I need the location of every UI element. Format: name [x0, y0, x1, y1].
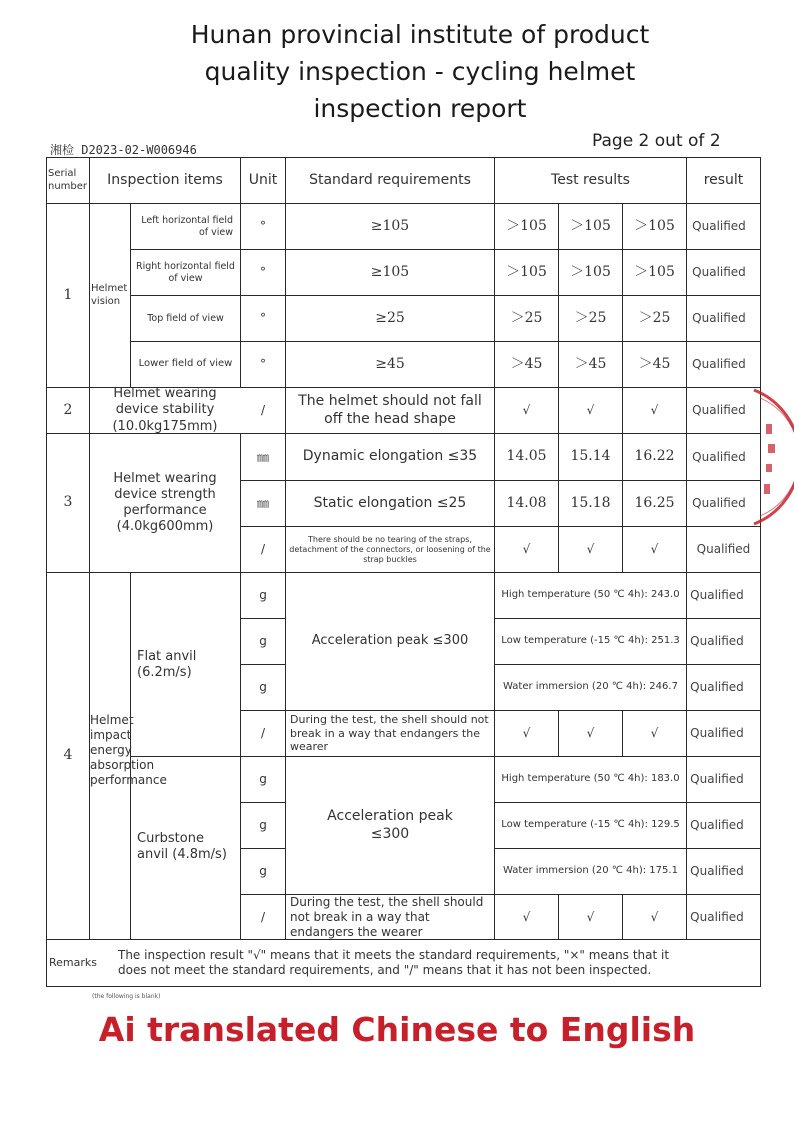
s4-flat-row1-unit: g [259, 588, 267, 602]
s1-row2-item: Right horizontal field of view [136, 260, 235, 284]
header-unit: Unit [248, 171, 278, 188]
page-number: Page 2 out of 2 [592, 131, 721, 151]
s1-row3-item: Top field of view [147, 312, 224, 324]
s3-row3-verdict: Qualified [696, 542, 751, 556]
s1-row2-result-3: ＞105 [634, 263, 675, 280]
s1-row1-result-1: ＞105 [506, 217, 547, 234]
serial-1: 1 [63, 286, 73, 303]
remarks-text: The inspection result "√" means that it meets the standard requirements, "×" means that it does not meet the standard requirements, and "/" means that it has not been inspected. [118, 948, 670, 977]
s1-row3-standard: ≥25 [375, 309, 405, 326]
s4-curb-shell-verdict: Qualified [690, 909, 744, 924]
s3-row2-result-3: 16.25 [634, 494, 675, 511]
s4-flat-row4-unit: / [260, 726, 266, 740]
s3-row1-result-1: 14.05 [506, 448, 547, 465]
s4-curb-shell-result-2: √ [586, 909, 595, 924]
s3-row2-unit: ㎜ [256, 496, 269, 510]
s1-row4-result-1: ＞45 [510, 355, 543, 372]
s3-row3-result-1: √ [522, 542, 531, 556]
s4-flat-result-water: Water immersion (20 ℃ 4h): 246.7 [503, 681, 678, 693]
s2-result-3: √ [650, 403, 659, 417]
s3-row3-result-3: √ [650, 542, 659, 556]
serial-4: 4 [63, 747, 73, 764]
s2-standard: The helmet should not fall off the head shape [298, 393, 482, 427]
s4-curb-row2-verdict: Qualified [690, 818, 744, 832]
s4-curb-label: Curbstone anvil (4.8m/s) [137, 830, 227, 862]
s1-row1-item: Left horizontal field of view [141, 214, 233, 238]
s4-curb-standard: Acceleration peak ≤300 [327, 808, 453, 842]
report-code: 湘检 D2023-02-W006946 [50, 143, 197, 157]
s4-curb-row1-unit: g [259, 772, 267, 786]
s4-flat-row2-unit: g [259, 634, 267, 648]
s4-curb-shell-standard: During the test, the shell should not break in a way that endangers the wearer [290, 894, 484, 939]
s1-row3-verdict: Qualified [692, 311, 746, 325]
s2-result-2: √ [586, 403, 595, 417]
s1-row2-standard: ≥105 [370, 263, 410, 280]
s4-flat-standard: Acceleration peak ≤300 [311, 633, 469, 649]
s1-row2-unit: ° [260, 265, 266, 279]
s3-row1-result-2: 15.14 [570, 448, 611, 465]
s1-row4-result-2: ＞45 [574, 355, 607, 372]
s3-row2-result-2: 15.18 [570, 494, 611, 511]
s3-row1-unit: ㎜ [256, 449, 269, 464]
s3-row2-standard: Static elongation ≤25 [313, 494, 467, 511]
s3-item: Helmet wearing device strength performance (4.0kg600mm) [113, 470, 217, 535]
s3-row1-verdict: Qualified [692, 449, 746, 464]
s1-row3-unit: ° [260, 311, 266, 325]
serial-2: 2 [63, 401, 73, 418]
header-standard: Standard requirements [309, 171, 471, 188]
s2-item: Helmet wearing device stability (10.0kg175mm) [112, 386, 218, 434]
s4-flat-result-high: High temperature (50 ℃ 4h): 243.0 [501, 589, 680, 601]
s4-curb-row2-unit: g [259, 818, 267, 832]
s1-row3-result-3: ＞25 [638, 309, 671, 326]
s4-flat-shell-standard: During the test, the shell should not break in a way that endangers the wearer [290, 712, 489, 754]
serial-3: 3 [63, 494, 73, 511]
s4-flat-label: Flat anvil (6.2m/s) [137, 648, 197, 680]
s1-row1-result-2: ＞105 [570, 217, 611, 234]
s3-row3-result-2: √ [586, 542, 595, 556]
s4-flat-shell-verdict: Qualified [690, 726, 744, 740]
s2-result-1: √ [522, 403, 531, 417]
header-inspection-items: Inspection items [107, 171, 223, 188]
s4-curb-shell-result-3: √ [650, 909, 659, 924]
header-serial: Serial number [48, 168, 88, 192]
s4-curb-row4-unit: / [260, 909, 266, 924]
title-line-3: inspection report [313, 94, 527, 123]
s4-curb-row3-unit: g [259, 864, 267, 878]
s1-row1-result-3: ＞105 [634, 217, 675, 234]
s4-flat-shell-result-2: √ [586, 726, 595, 740]
s4-flat-shell-result-1: √ [522, 726, 531, 740]
s4-curb-result-high: High temperature (50 ℃ 4h): 183.0 [501, 773, 680, 785]
s1-row4-item: Lower field of view [138, 358, 233, 370]
s1-row4-standard: ≥45 [375, 355, 405, 372]
s1-row2-verdict: Qualified [692, 265, 746, 279]
s1-row4-verdict: Qualified [692, 357, 746, 371]
s1-row2-result-1: ＞105 [506, 263, 547, 280]
title-line-1: Hunan provincial institute of product [190, 20, 650, 49]
s1-row1-unit: ° [260, 219, 266, 233]
s4-curb-shell-result-1: √ [522, 909, 531, 924]
s1-row2-result-2: ＞105 [570, 263, 611, 280]
s4-flat-row2-verdict: Qualified [690, 634, 744, 648]
s1-row4-unit: ° [260, 357, 266, 371]
s3-row2-result-1: 14.08 [506, 494, 547, 511]
s4-flat-shell-result-3: √ [650, 726, 659, 740]
s4-curb-result-water: Water immersion (20 ℃ 4h): 175.1 [503, 865, 678, 877]
s4-flat-row3-verdict: Qualified [690, 680, 744, 694]
s3-row1-standard: Dynamic elongation ≤35 [302, 448, 478, 465]
s4-curb-row3-verdict: Qualified [690, 864, 744, 878]
header-test-results: Test results [551, 171, 630, 188]
s4-group-label: Helmet impact energy absorption performance [90, 712, 167, 787]
title-line-2: quality inspection - cycling helmet [204, 57, 636, 86]
s4-flat-row3-unit: g [259, 680, 267, 694]
s1-row4-result-3: ＞45 [638, 355, 671, 372]
official-seal [752, 388, 794, 528]
s4-curb-row1-verdict: Qualified [690, 772, 744, 786]
blank-note: (the following is blank) [92, 993, 161, 1000]
s2-unit: / [260, 403, 266, 417]
s1-row1-standard: ≥105 [370, 217, 410, 234]
s1-row1-verdict: Qualified [692, 219, 746, 233]
s1-group-label: Helmet vision [91, 283, 128, 307]
s4-curb-result-low: Low temperature (-15 ℃ 4h): 129.5 [501, 819, 680, 831]
remarks-label: Remarks [49, 956, 97, 970]
s4-flat-row1-verdict: Qualified [690, 588, 744, 602]
s1-row3-result-2: ＞25 [574, 309, 607, 326]
s2-verdict: Qualified [692, 403, 746, 417]
s3-row1-result-3: 16.22 [634, 448, 675, 465]
s1-row3-result-1: ＞25 [510, 309, 543, 326]
s3-row3-unit: / [260, 542, 266, 556]
translation-footer: Ai translated Chinese to English [98, 1010, 696, 1049]
s3-row2-verdict: Qualified [692, 496, 746, 510]
s3-row3-standard: There should be no tearing of the straps, detachment of the connectors, or loosening of the strap buckles [289, 534, 491, 564]
header-result: result [703, 171, 744, 188]
s4-flat-result-low: Low temperature (-15 ℃ 4h): 251.3 [501, 635, 680, 647]
